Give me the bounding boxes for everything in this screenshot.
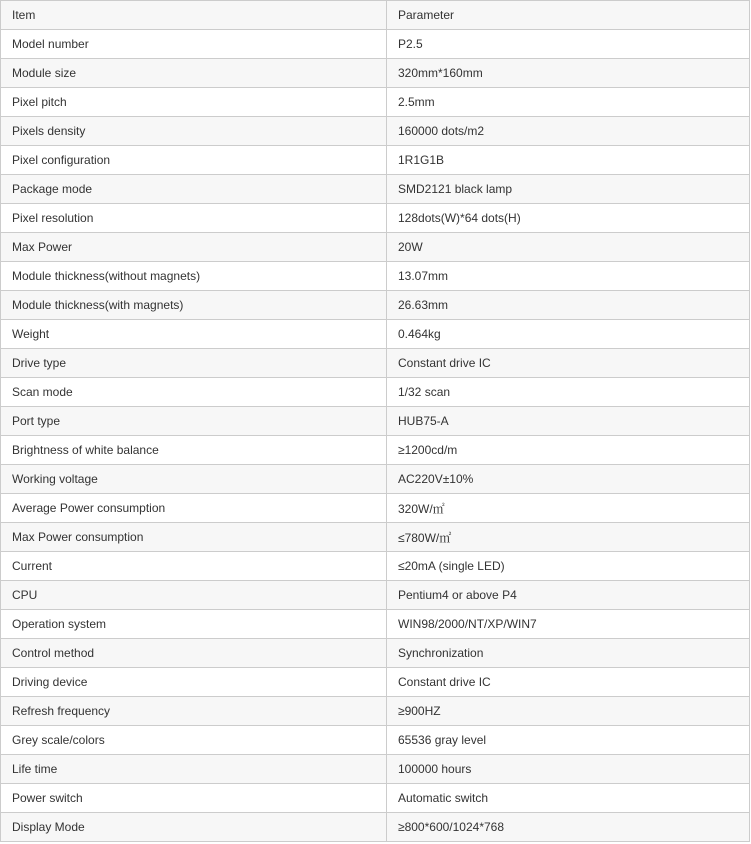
item-cell: Grey scale/colors xyxy=(1,726,387,755)
table-row xyxy=(1,697,750,726)
item-cell: Max Power xyxy=(1,233,387,262)
item-cell: Life time xyxy=(1,755,387,784)
table-row xyxy=(1,465,750,494)
parameter-cell: ≥1200cd/m xyxy=(387,436,750,465)
item-cell: Package mode xyxy=(1,175,387,204)
item-cell: Control method xyxy=(1,639,387,668)
header-parameter-cell: Parameter xyxy=(387,1,750,30)
parameter-cell: ≤780W/㎡ xyxy=(387,523,750,552)
item-cell: CPU xyxy=(1,581,387,610)
parameter-cell: 2.5mm xyxy=(387,88,750,117)
table-row xyxy=(1,320,750,349)
table-header-row xyxy=(1,1,750,30)
parameter-cell: 128dots(W)*64 dots(H) xyxy=(387,204,750,233)
parameter-cell: 160000 dots/m2 xyxy=(387,117,750,146)
parameter-cell: Constant drive IC xyxy=(387,668,750,697)
parameter-cell: SMD2121 black lamp xyxy=(387,175,750,204)
table-row xyxy=(1,233,750,262)
parameter-cell: 0.464kg xyxy=(387,320,750,349)
item-cell: Pixel pitch xyxy=(1,88,387,117)
item-cell: Display Mode xyxy=(1,813,387,842)
parameter-cell: 65536 gray level xyxy=(387,726,750,755)
table-row xyxy=(1,552,750,581)
table-row xyxy=(1,494,750,523)
table-row xyxy=(1,668,750,697)
item-cell: Scan mode xyxy=(1,378,387,407)
item-cell: Average Power consumption xyxy=(1,494,387,523)
item-cell: Module size xyxy=(1,59,387,88)
table-row xyxy=(1,523,750,552)
parameter-cell: AC220V±10% xyxy=(387,465,750,494)
item-cell: Model number xyxy=(1,30,387,59)
item-cell: Brightness of white balance xyxy=(1,436,387,465)
item-cell: Drive type xyxy=(1,349,387,378)
table-row xyxy=(1,146,750,175)
table-row xyxy=(1,117,750,146)
table-row xyxy=(1,175,750,204)
item-cell: Current xyxy=(1,552,387,581)
item-cell: Operation system xyxy=(1,610,387,639)
spec-table-body xyxy=(1,1,750,842)
parameter-cell: 320W/㎡ xyxy=(387,494,750,523)
parameter-cell: 1R1G1B xyxy=(387,146,750,175)
table-row xyxy=(1,349,750,378)
table-row xyxy=(1,755,750,784)
parameter-cell: ≥900HZ xyxy=(387,697,750,726)
item-cell: Refresh frequency xyxy=(1,697,387,726)
parameter-cell: 1/32 scan xyxy=(387,378,750,407)
item-cell: Module thickness(with magnets) xyxy=(1,291,387,320)
table-row xyxy=(1,59,750,88)
item-cell: Driving device xyxy=(1,668,387,697)
table-row xyxy=(1,291,750,320)
parameter-cell: Pentium4 or above P4 xyxy=(387,581,750,610)
table-row xyxy=(1,784,750,813)
parameter-cell: P2.5 xyxy=(387,30,750,59)
item-cell: Max Power consumption xyxy=(1,523,387,552)
parameter-cell: ≤20mA (single LED) xyxy=(387,552,750,581)
table-row xyxy=(1,262,750,291)
parameter-cell: 320mm*160mm xyxy=(387,59,750,88)
header-item-cell: Item xyxy=(1,1,387,30)
parameter-cell: WIN98/2000/NT/XP/WIN7 xyxy=(387,610,750,639)
table-row xyxy=(1,610,750,639)
table-row xyxy=(1,581,750,610)
item-cell: Power switch xyxy=(1,784,387,813)
table-row xyxy=(1,30,750,59)
table-row xyxy=(1,88,750,117)
item-cell: Pixel resolution xyxy=(1,204,387,233)
table-row xyxy=(1,813,750,842)
parameter-cell: 20W xyxy=(387,233,750,262)
table-row xyxy=(1,726,750,755)
parameter-cell: 26.63mm xyxy=(387,291,750,320)
table-row xyxy=(1,407,750,436)
parameter-cell: 100000 hours xyxy=(387,755,750,784)
parameter-cell: Constant drive IC xyxy=(387,349,750,378)
parameter-cell: HUB75-A xyxy=(387,407,750,436)
table-row xyxy=(1,436,750,465)
item-cell: Working voltage xyxy=(1,465,387,494)
parameter-cell: ≥800*600/1024*768 xyxy=(387,813,750,842)
parameter-cell: 13.07mm xyxy=(387,262,750,291)
item-cell: Module thickness(without magnets) xyxy=(1,262,387,291)
table-row xyxy=(1,204,750,233)
item-cell: Weight xyxy=(1,320,387,349)
table-row xyxy=(1,639,750,668)
parameter-cell: Automatic switch xyxy=(387,784,750,813)
table-row xyxy=(1,378,750,407)
item-cell: Pixel configuration xyxy=(1,146,387,175)
item-cell: Pixels density xyxy=(1,117,387,146)
parameter-cell: Synchronization xyxy=(387,639,750,668)
item-cell: Port type xyxy=(1,407,387,436)
